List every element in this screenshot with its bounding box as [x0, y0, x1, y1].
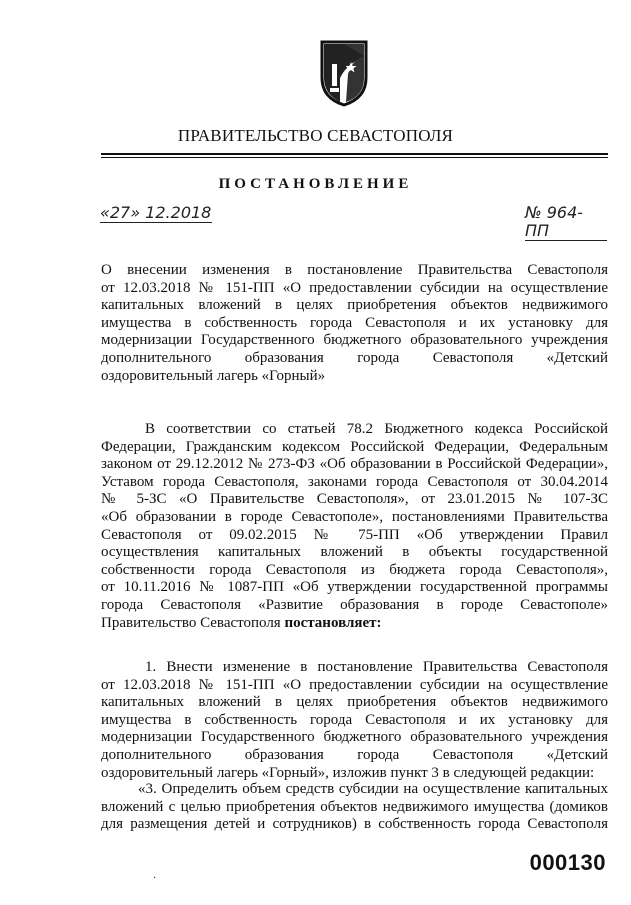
header-rule — [101, 153, 608, 155]
subject-line: О внесении изменения в постановление Правительства Севастополя — [101, 262, 608, 278]
sevastopol-coat-of-arms-icon — [318, 38, 370, 108]
archive-number: 000130 — [529, 850, 606, 875]
preamble-final-line — [101, 615, 608, 633]
document-type: ПОСТАНОВЛЕНИЕ — [218, 176, 413, 192]
preamble-line: Уставом города Севастополя, законами города Севастополя от 30.04.2014 — [101, 473, 608, 490]
document-date: «27» 12.2018 — [100, 203, 212, 222]
subject-line: модернизации Государственного бюджетного образовательного учреждения — [101, 332, 608, 349]
preamble-line: Севастополя от 09.02.2015 № 75-ПП «Об утверждении Правил — [101, 526, 608, 543]
preamble-line: законом от 29.12.2012 № 273-ФЗ «Об образовании в Российской Федерации», — [101, 456, 608, 473]
clause-line: имущества в собственность города Севастополя и их установку для — [101, 711, 608, 728]
preamble-line: Федерации, Гражданским кодексом Российской Федерации, Федеральным — [101, 438, 608, 455]
preamble-line: собственности города Севастополя из бюджета города Севастополя», — [101, 561, 608, 578]
header-rule-thin — [101, 157, 608, 158]
scan-dot: · — [153, 873, 157, 884]
subject-line: имущества в собственность города Севастополя и их установку для — [101, 314, 608, 331]
clause-3-new-wording — [101, 781, 608, 834]
subject-line: оздоровительный лагерь «Горный» — [101, 367, 326, 384]
preamble-line: от 10.11.2016 № 1087-ПП «Об утверждении государственной программы — [101, 579, 608, 596]
resolves-keyword: постановляет: — [284, 614, 382, 631]
document-number: № 964-ПП — [525, 204, 607, 241]
clause-line: капитальных вложений в целях приобретения объектов недвижимого — [101, 694, 608, 711]
preamble-line: осуществления капитальных вложений в объекты государственной — [101, 544, 608, 561]
government-title: ПРАВИТЕЛЬСТВО СЕВАСТОПОЛЯ — [177, 126, 454, 145]
preamble-line: № 5-ЗС «О Правительстве Севастополя», от 23.01.2015 № 107-ЗС — [101, 491, 608, 508]
preamble-line: «Об образовании в городе Севастополе», постановлениями Правительства — [101, 508, 608, 525]
subject-line: дополнительного образования города Севастополя «Детский — [101, 349, 608, 366]
preamble-authority: Правительство Севастополя — [101, 614, 285, 631]
clause-1 — [101, 659, 608, 782]
clause-line: вложений с целью приобретения объектов недвижимого имущества (домиков — [101, 798, 608, 815]
preamble-line: города Севастополя «Развитие образования в городе Севастополе» — [101, 596, 608, 613]
clause-line: 1. Внести изменение в постановление Правительства Севастополя — [145, 659, 608, 675]
clause-line: от 12.03.2018 № 151-ПП «О предоставлении субсидии на осуществление — [101, 676, 608, 693]
subject-line: капитальных вложений в целях приобретения объектов недвижимого — [101, 297, 608, 314]
clause-line: оздоровительный лагерь «Горный», изложив пункт 3 в следующей редакции: — [101, 764, 595, 781]
preamble-paragraph — [101, 421, 608, 632]
clause-line: для размещения детей и сотрудников) в собственность города Севастополя — [101, 816, 608, 833]
clause-line: дополнительного образования города Севастополя «Детский — [101, 746, 608, 763]
clause-line: «3. Определить объем средств субсидии на осуществление капитальных — [138, 781, 608, 797]
document-subject — [101, 262, 608, 385]
subject-line: от 12.03.2018 № 151-ПП «О предоставлении субсидии на осуществление — [101, 279, 608, 296]
clause-line: модернизации Государственного бюджетного образовательного учреждения — [101, 729, 608, 746]
preamble-line: В соответствии со статьей 78.2 Бюджетного кодекса Российской — [145, 421, 608, 437]
